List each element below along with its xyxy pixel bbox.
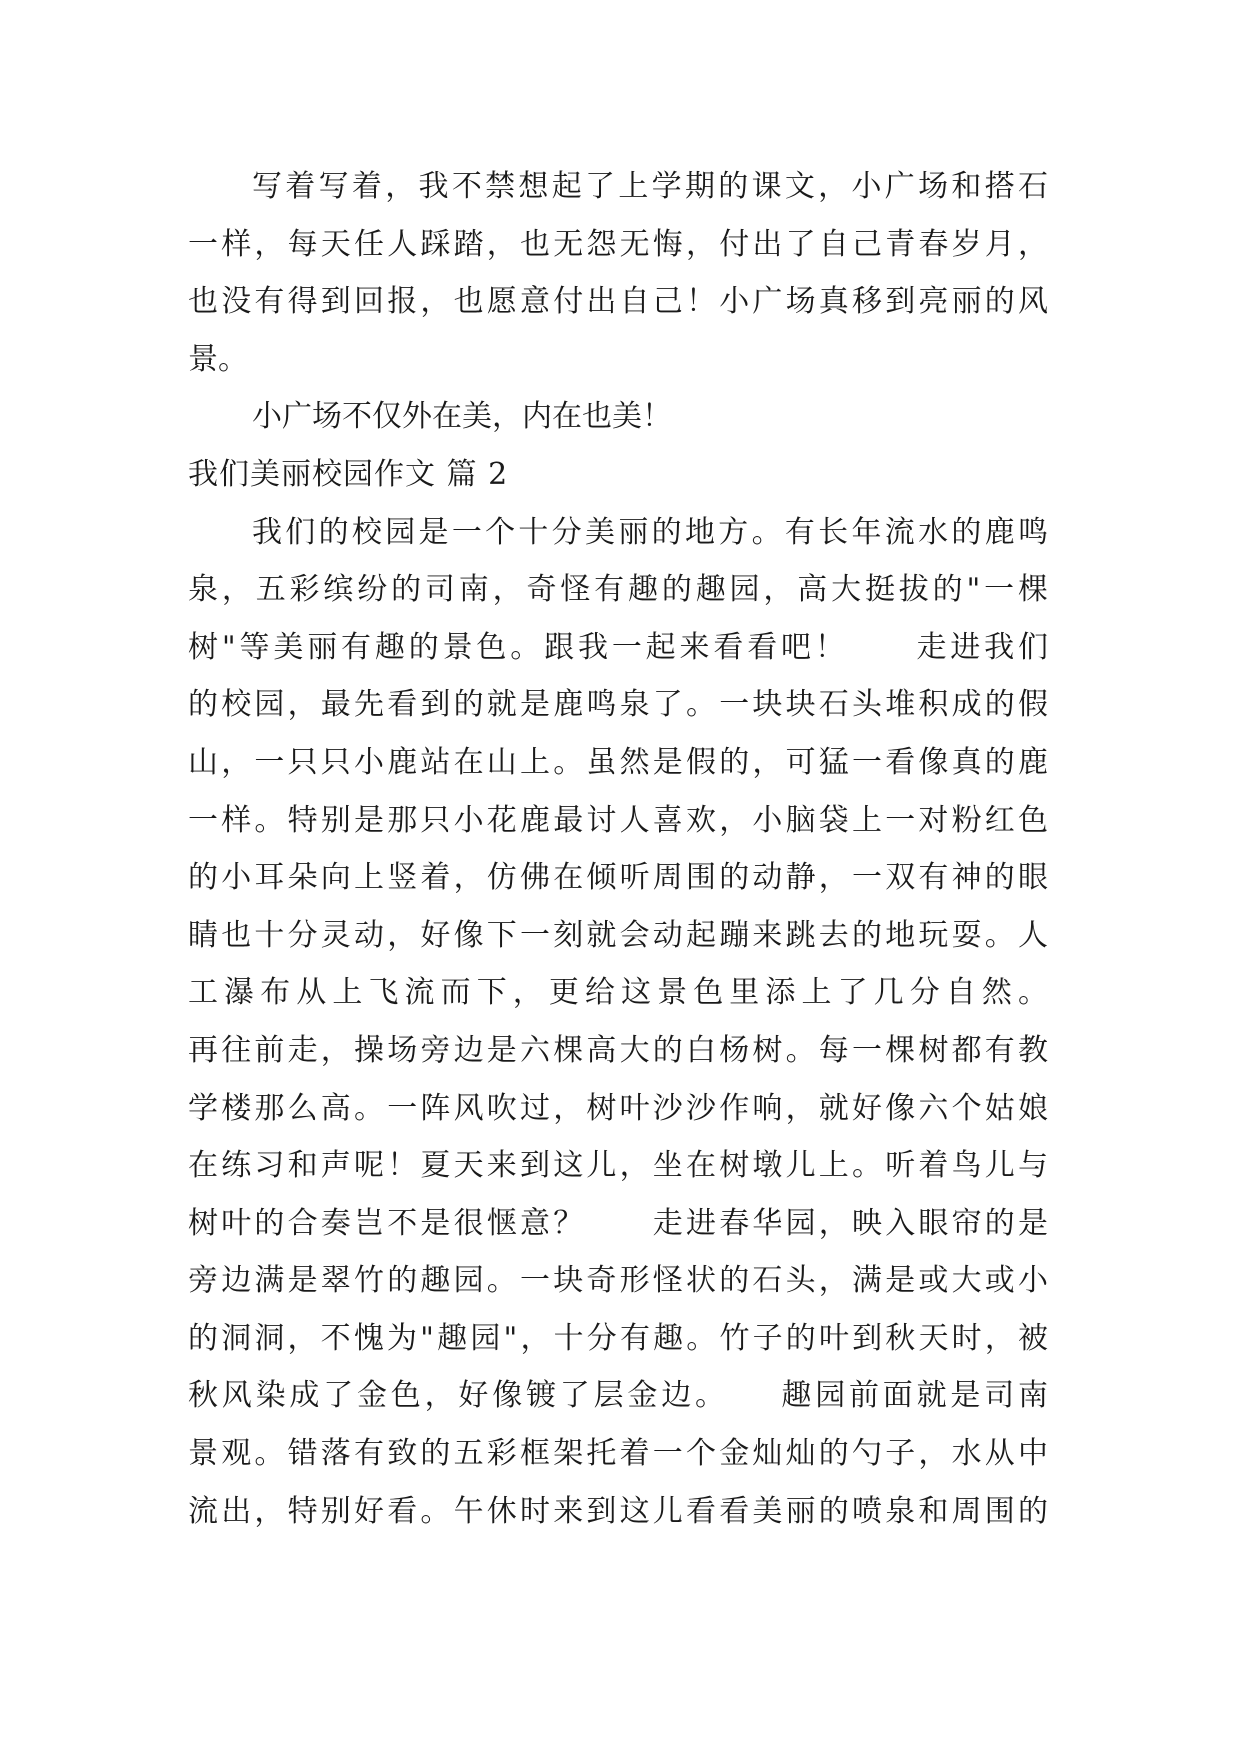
paragraph-summary bbox=[188, 388, 1048, 446]
paragraph-line: 睛也十分灵动，好像下一刻就会动起蹦来跳去的地玩耍。人 bbox=[188, 917, 1048, 953]
paragraph-line: 一样，每天任人踩踏，也无怨无悔，付出了自己青春岁月， bbox=[188, 226, 1048, 262]
paragraph-line: 再往前走，操场旁边是六棵高大的白杨树。每一棵树都有教 bbox=[188, 1032, 1048, 1068]
paragraph-line: 在练习和声呢！夏天来到这儿，坐在树墩儿上。听着鸟儿与 bbox=[188, 1148, 1048, 1184]
paragraph-line: 树叶的合奏岂不是很惬意？ 走进春华园，映入眼帘的是 bbox=[188, 1205, 1048, 1241]
paragraph-line: 学楼那么高。一阵风吹过，树叶沙沙作响，就好像六个姑娘 bbox=[188, 1090, 1048, 1126]
paragraph-line: 树"等美丽有趣的景色。跟我一起来看看吧！ 走进我们 bbox=[188, 629, 1048, 665]
paragraph-line: 景。 bbox=[188, 341, 248, 377]
paragraph-line: 旁边满是翠竹的趣园。一块奇形怪状的石头，满是或大或小 bbox=[188, 1263, 1048, 1299]
paragraph-line: 秋风染成了金色，好像镀了层金边。 趣园前面就是司南 bbox=[188, 1378, 1048, 1414]
paragraph-line: 山，一只只小鹿站在山上。虽然是假的，可猛一看像真的鹿 bbox=[188, 744, 1048, 780]
paragraph-line: 的洞洞，不愧为"趣园"，十分有趣。竹子的叶到秋天时，被 bbox=[188, 1320, 1048, 1356]
paragraph-line: 写着写着，我不禁想起了上学期的课文，小广场和搭石 bbox=[252, 169, 1048, 204]
paragraph-line: 一样。特别是那只小花鹿最讨人喜欢，小脑袋上一对粉红色 bbox=[188, 802, 1048, 838]
paragraph-line: 也没有得到回报，也愿意付出自己！小广场真移到亮丽的风 bbox=[188, 284, 1048, 320]
essay-heading bbox=[188, 446, 1048, 504]
paragraph-campus bbox=[188, 504, 1048, 1541]
heading-text: 我们美丽校园作文 篇 2 bbox=[188, 456, 509, 492]
paragraph-line: 泉，五彩缤纷的司南，奇怪有趣的趣园，高大挺拔的"一棵 bbox=[188, 572, 1048, 608]
paragraph-line: 小广场不仅外在美，内在也美！ bbox=[252, 399, 672, 435]
document-body bbox=[188, 158, 1048, 1540]
paragraph-line: 的校园，最先看到的就是鹿鸣泉了。一块块石头堆积成的假 bbox=[188, 687, 1048, 723]
paragraph-line: 的小耳朵向上竖着，仿佛在倾听周围的动静，一双有神的眼 bbox=[188, 860, 1048, 896]
paragraph-reflection bbox=[188, 158, 1048, 388]
paragraph-line: 工瀑布从上飞流而下，更给这景色里添上了几分自然。 bbox=[188, 975, 1048, 1011]
paragraph-line: 我们的校园是一个十分美丽的地方。有长年流水的鹿鸣 bbox=[252, 514, 1048, 550]
paragraph-line: 景观。错落有致的五彩框架托着一个金灿灿的勺子，水从中 bbox=[188, 1436, 1048, 1472]
paragraph-line: 流出，特别好看。午休时来到这儿看看美丽的喷泉和周围的 bbox=[188, 1493, 1048, 1529]
